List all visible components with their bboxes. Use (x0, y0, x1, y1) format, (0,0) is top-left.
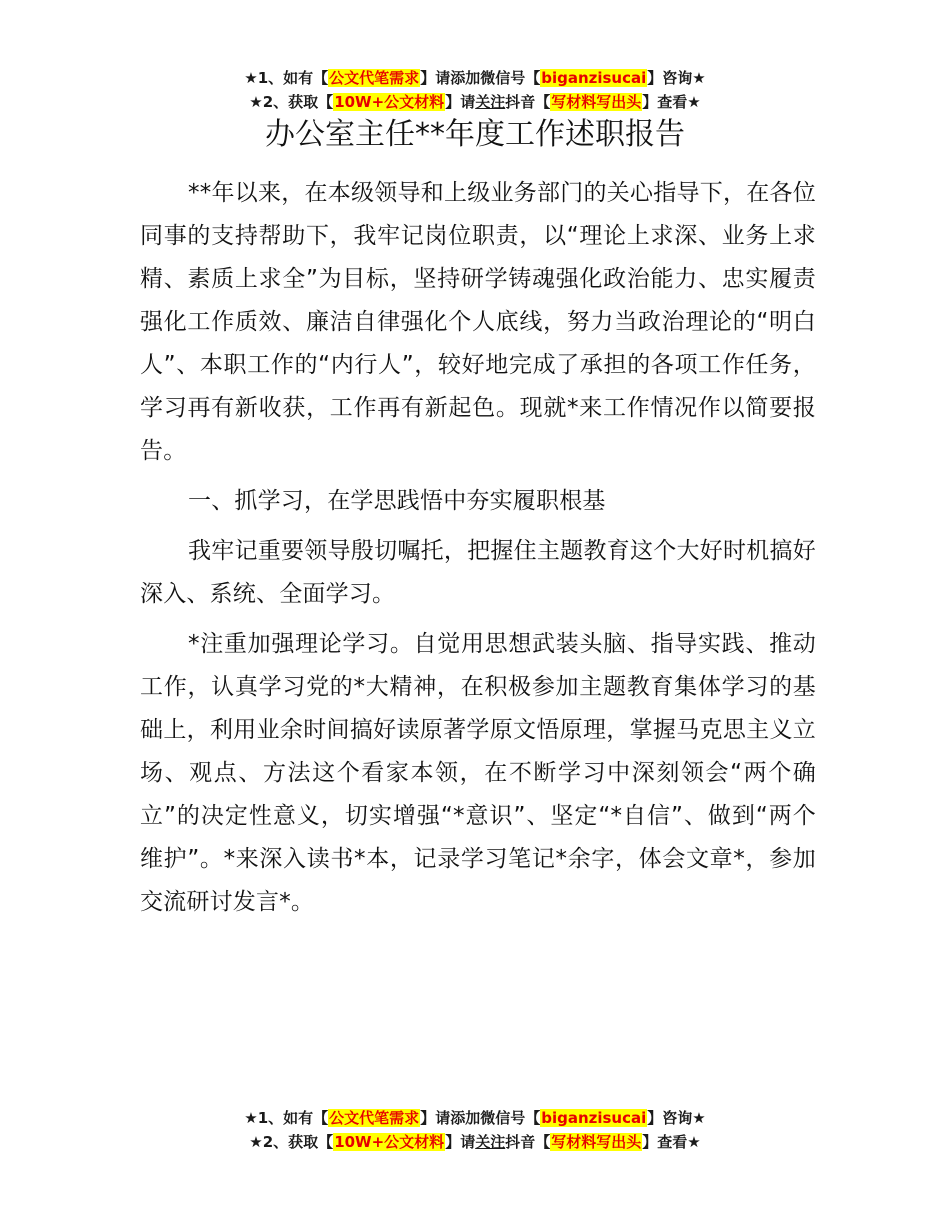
ad-text: ★1、如有【 (244, 69, 329, 87)
ad-text: ★1、如有【 (244, 1109, 329, 1127)
document-title: 办公室主任**年度工作述职报告 (265, 117, 685, 152)
ad-line-1 (0, 1106, 950, 1130)
ad-text: 】查看★ (642, 93, 701, 111)
ad-text: 】咨询★ (647, 1109, 706, 1127)
ad-text: 抖音【 (505, 1133, 551, 1151)
ad-line-1 (0, 66, 950, 90)
ad-text: 】请添加微信号【 (420, 1109, 541, 1127)
ad-text: 抖音【 (505, 93, 551, 111)
ad-text: 】请 (445, 93, 476, 111)
paragraph-theory: *注重加强理论学习。自觉用思想武装头脑、指导实践、推动工作，认真学习党的*大精神，在积极参加主题教育集体学习的基础上，利用业余时间搞好读原著学原文悟原理，掌握马克思主义立场、观点、方法这个看家本领，在不断学习中深刻领会“两个确立”的决定性意义，切实增强“*意识”、坚定“*自信”、做到“两个维护”。*来深入读书*本，记录学习笔记*余字，体会文章*，参加交流研讨发言*。 (140, 631, 816, 915)
ad-highlight-douyin: 写材料写出头 (551, 1133, 642, 1151)
ad-highlight-wechat-id: biganzisucai (541, 1109, 647, 1127)
ad-text-underlined: 关注 (475, 1133, 506, 1151)
ad-highlight-douyin: 写材料写出头 (551, 93, 642, 111)
ad-text: ★2、获取【 (249, 1133, 334, 1151)
ad-line-2 (0, 90, 950, 114)
ad-text: 】请添加微信号【 (420, 69, 541, 87)
footer-ad-banner (0, 1106, 950, 1154)
ad-text: 】查看★ (642, 1133, 701, 1151)
ad-text: 】请 (445, 1133, 476, 1151)
header-ad-banner (0, 66, 950, 114)
paragraph-intro: **年以来，在本级领导和上级业务部门的关心指导下，在各位同事的支持帮助下，我牢记岗位职责，以“理论上求深、业务上求精、素质上求全”为目标，坚持研学铸魂强化政治能力、忠实履责强化工作质效、廉洁自律强化个人底线，努力当政治理论的“明白人”、本职工作的“内行人”，较好地完成了承担的各项工作任务，学习再有新收获，工作再有新起色。现就*来工作情况作以简要报告。 (140, 180, 816, 464)
ad-highlight-wechat-id: biganzisucai (541, 69, 647, 87)
ad-highlight-service: 公文代笔需求 (329, 69, 420, 87)
ad-line-2 (0, 1130, 950, 1154)
ad-highlight-materials: 10W+公文材料 (334, 93, 445, 111)
paragraph-study: 我牢记重要领导殷切嘱托，把握住主题教育这个大好时机搞好深入、系统、全面学习。 (140, 538, 816, 607)
document-body (140, 172, 816, 931)
ad-text: ★2、获取【 (249, 93, 334, 111)
ad-text-underlined: 关注 (475, 93, 506, 111)
section-heading: 一、抓学习，在学思践悟中夯实履职根基 (188, 488, 606, 514)
ad-highlight-materials: 10W+公文材料 (334, 1133, 445, 1151)
ad-text: 】咨询★ (647, 69, 706, 87)
ad-highlight-service: 公文代笔需求 (329, 1109, 420, 1127)
